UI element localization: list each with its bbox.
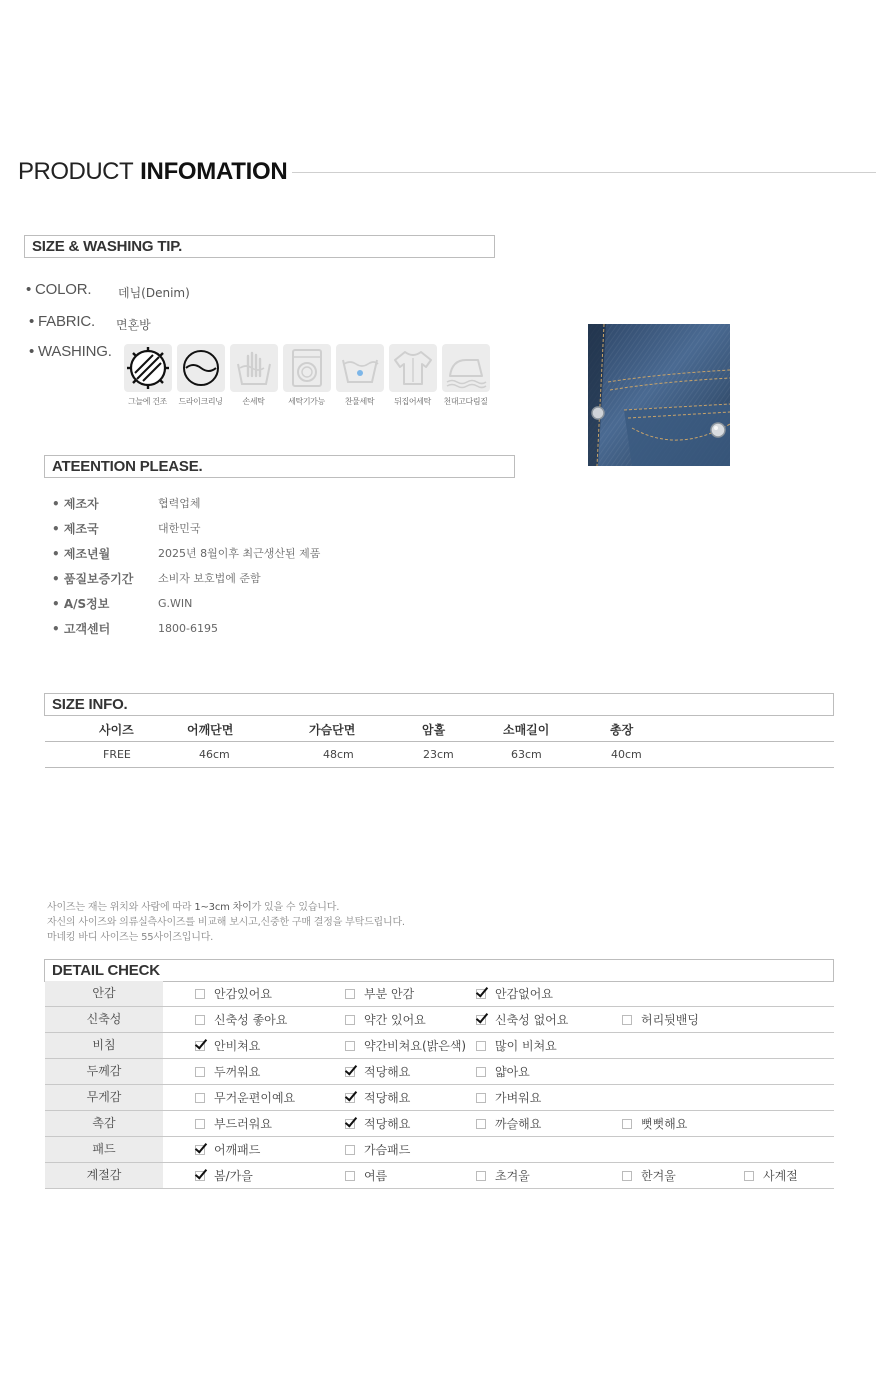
unchecked-checkbox	[622, 1015, 632, 1025]
checked-checkbox	[345, 1093, 355, 1103]
attention-row	[52, 568, 261, 588]
wash-caption: 손세탁	[242, 397, 265, 406]
attention-label: • A/S정보	[52, 596, 110, 611]
unchecked-checkbox	[476, 1067, 486, 1077]
detail-option	[476, 1033, 557, 1058]
fabric-value: 면혼방	[116, 318, 151, 332]
detail-row	[45, 981, 834, 1007]
detail-option-label: 안비쳐요	[214, 1039, 261, 1053]
detail-option	[345, 1033, 466, 1058]
size-col-header: 어깨단면	[187, 723, 234, 737]
size-washing-header: SIZE & WASHING TIP.	[24, 235, 495, 258]
size-table-row	[45, 742, 834, 768]
detail-option-label: 사계절	[763, 1169, 798, 1183]
unchecked-checkbox	[195, 1067, 205, 1077]
attention-row	[52, 518, 201, 538]
detail-check-header: DETAIL CHECK	[44, 959, 834, 982]
detail-option-label: 많이 비쳐요	[495, 1039, 557, 1053]
detail-option-label: 가슴패드	[364, 1143, 411, 1157]
unchecked-checkbox	[345, 1041, 355, 1051]
detail-option-label: 어깨패드	[214, 1143, 261, 1157]
machine-wash-icon	[285, 346, 329, 390]
attention-value: 2025년 8월이후 최근생산된 제품	[158, 547, 321, 560]
detail-option-label: 약간 있어요	[364, 1013, 426, 1027]
size-table-header	[45, 718, 834, 742]
attention-row	[52, 493, 201, 513]
size-cell: 48cm	[323, 748, 354, 761]
detail-option	[476, 1059, 530, 1084]
attention-label: • 고객센터	[52, 621, 111, 636]
size-col-header: 소매길이	[503, 723, 550, 737]
unchecked-checkbox	[195, 989, 205, 999]
detail-row-label: 계절감	[45, 1163, 163, 1188]
unchecked-checkbox	[476, 1093, 486, 1103]
unchecked-checkbox	[744, 1171, 754, 1181]
detail-option	[345, 1163, 387, 1188]
detail-option	[476, 1085, 541, 1110]
denim-pocket-image	[588, 324, 730, 466]
checked-checkbox	[195, 1145, 205, 1155]
detail-option-label: 부분 안감	[364, 987, 415, 1001]
attention-label: • 품질보증기간	[52, 571, 134, 586]
checked-checkbox	[476, 1015, 486, 1025]
detail-option	[195, 1007, 287, 1032]
detail-row	[45, 1163, 834, 1189]
hand-wash-icon	[232, 346, 276, 390]
page-title	[18, 156, 876, 188]
inside-out-wash-icon	[391, 346, 435, 390]
wash-caption: 드라이크리닝	[178, 397, 223, 406]
detail-option	[744, 1163, 798, 1188]
color-label: • COLOR.	[26, 281, 92, 298]
detail-option	[345, 1007, 426, 1032]
wash-caption: 뒤집어세탁	[394, 397, 431, 406]
detail-option	[345, 1059, 410, 1084]
detail-option	[345, 1085, 410, 1110]
detail-row	[45, 1007, 834, 1033]
note-text: 사이즈는 재는 위치와 사람에 따라	[47, 902, 195, 913]
detail-option	[195, 1137, 260, 1162]
detail-row-label: 패드	[45, 1137, 163, 1162]
unchecked-checkbox	[345, 989, 355, 999]
checked-checkbox	[195, 1171, 205, 1181]
detail-option	[622, 1111, 687, 1136]
wash-item	[227, 344, 280, 407]
attention-value: 대한민국	[158, 522, 201, 535]
detail-option	[345, 1111, 410, 1136]
unchecked-checkbox	[345, 1015, 355, 1025]
checked-checkbox	[195, 1041, 205, 1051]
cold-wash-icon	[338, 346, 382, 390]
detail-row-label: 촉감	[45, 1111, 163, 1136]
detail-option-label: 가벼워요	[495, 1091, 542, 1105]
wash-item	[280, 344, 333, 407]
attention-label: • 제조국	[52, 521, 99, 536]
detail-option	[622, 1163, 676, 1188]
detail-row	[45, 1137, 834, 1163]
wash-item	[439, 344, 492, 407]
checked-checkbox	[345, 1119, 355, 1129]
size-cell: 40cm	[611, 748, 642, 761]
attention-value: 1800-6195	[158, 621, 218, 635]
attention-row	[52, 543, 320, 563]
unchecked-checkbox	[622, 1171, 632, 1181]
detail-option-label: 안감있어요	[214, 987, 272, 1001]
detail-option	[195, 1111, 272, 1136]
size-col-header: 가슴단면	[309, 723, 356, 737]
wash-caption: 그늘에 건조	[128, 397, 167, 406]
wash-item	[121, 344, 174, 407]
cloth-iron-icon	[444, 346, 488, 390]
size-col-header: 총장	[610, 723, 634, 737]
title-light: PRODUCT	[18, 158, 134, 185]
unchecked-checkbox	[476, 1119, 486, 1129]
detail-check-table	[45, 981, 834, 1189]
product-photo	[588, 324, 730, 466]
detail-row	[45, 1111, 834, 1137]
attention-header: ATEENTION PLEASE.	[44, 455, 515, 478]
detail-row-label: 두께감	[45, 1059, 163, 1084]
detail-row	[45, 1085, 834, 1111]
detail-option	[195, 1085, 295, 1110]
detail-option-label: 허리뒷밴딩	[641, 1013, 699, 1027]
detail-option-label: 봄/가을	[214, 1169, 253, 1183]
detail-option	[476, 1007, 568, 1032]
detail-option-label: 얇아요	[495, 1065, 530, 1079]
detail-option-label: 신축성 좋아요	[214, 1013, 288, 1027]
checked-checkbox	[345, 1067, 355, 1077]
unchecked-checkbox	[195, 1093, 205, 1103]
dry-clean-icon	[179, 346, 223, 390]
attention-label: • 제조자	[52, 496, 99, 511]
note-highlight: 1~3cm 차이	[194, 902, 252, 913]
wash-item	[333, 344, 386, 407]
size-col-header: 사이즈	[99, 723, 134, 737]
unchecked-checkbox	[195, 1015, 205, 1025]
detail-row-label: 비침	[45, 1033, 163, 1058]
shade-dry-icon	[126, 346, 170, 390]
detail-option-label: 부드러워요	[214, 1117, 272, 1131]
size-note: 마네킹 바디 사이즈는 55사이즈입니다.	[47, 932, 214, 943]
detail-option	[476, 1163, 530, 1188]
attention-value: G.WIN	[158, 596, 193, 610]
size-info-header: SIZE INFO.	[44, 693, 834, 716]
detail-option-label: 안감없어요	[495, 987, 553, 1001]
unchecked-checkbox	[195, 1119, 205, 1129]
attention-row	[52, 593, 192, 613]
detail-option-label: 신축성 없어요	[495, 1013, 569, 1027]
detail-option-label: 한겨울	[641, 1169, 676, 1183]
detail-option	[476, 981, 553, 1006]
unchecked-checkbox	[476, 1041, 486, 1051]
detail-option-label: 초겨울	[495, 1169, 530, 1183]
wash-caption: 찬물세탁	[344, 397, 375, 406]
washing-icons	[121, 344, 492, 407]
detail-option-label: 약간비쳐요(밝은색)	[364, 1039, 467, 1053]
detail-option-label: 까슬해요	[495, 1117, 542, 1131]
detail-option	[195, 1163, 253, 1188]
size-table	[45, 718, 834, 768]
detail-row-label: 신축성	[45, 1007, 163, 1032]
detail-option-label: 여름	[364, 1169, 388, 1183]
color-value: 데님(Denim)	[118, 286, 190, 300]
detail-option	[195, 1033, 260, 1058]
attention-label: • 제조년월	[52, 546, 111, 561]
wash-caption: 천대고다림질	[443, 397, 488, 406]
fabric-label: • FABRIC.	[29, 313, 95, 330]
size-note	[47, 898, 339, 913]
detail-option	[476, 1111, 541, 1136]
detail-option-label: 두꺼워요	[214, 1065, 261, 1079]
detail-row	[45, 1059, 834, 1085]
detail-row-label: 무게감	[45, 1085, 163, 1110]
size-cell: FREE	[103, 748, 131, 761]
unchecked-checkbox	[345, 1171, 355, 1181]
size-col-header: 암홀	[422, 723, 446, 737]
detail-row	[45, 1033, 834, 1059]
title-bold: INFOMATION	[140, 158, 288, 185]
detail-option-label: 적당해요	[364, 1065, 411, 1079]
size-cell: 46cm	[199, 748, 230, 761]
unchecked-checkbox	[622, 1119, 632, 1129]
detail-option-label: 적당해요	[364, 1117, 411, 1131]
washing-label: • WASHING.	[29, 343, 112, 360]
wash-item	[386, 344, 439, 407]
size-cell: 63cm	[511, 748, 542, 761]
wash-item	[174, 344, 227, 407]
detail-option	[195, 1059, 260, 1084]
attention-value: 협력업체	[158, 497, 201, 510]
note-text: 가 있을 수 있습니다.	[251, 902, 340, 913]
detail-row-label: 안감	[45, 981, 163, 1006]
detail-option	[345, 981, 414, 1006]
attention-value: 소비자 보호법에 준함	[158, 572, 261, 585]
detail-option	[345, 1137, 410, 1162]
detail-option	[622, 1007, 699, 1032]
checked-checkbox	[476, 989, 486, 999]
detail-option	[195, 981, 272, 1006]
unchecked-checkbox	[476, 1171, 486, 1181]
detail-option-label: 적당해요	[364, 1091, 411, 1105]
wash-caption: 세탁기가능	[288, 397, 325, 406]
title-divider	[292, 172, 876, 173]
size-cell: 23cm	[423, 748, 454, 761]
detail-option-label: 뻣뻣해요	[641, 1117, 688, 1131]
size-note: 자신의 사이즈와 의류실측사이즈를 비교해 보시고,신중한 구매 결정을 부탁드립니다.	[47, 917, 405, 928]
attention-row	[52, 618, 218, 638]
detail-option-label: 무거운편이예요	[214, 1091, 296, 1105]
unchecked-checkbox	[345, 1145, 355, 1155]
